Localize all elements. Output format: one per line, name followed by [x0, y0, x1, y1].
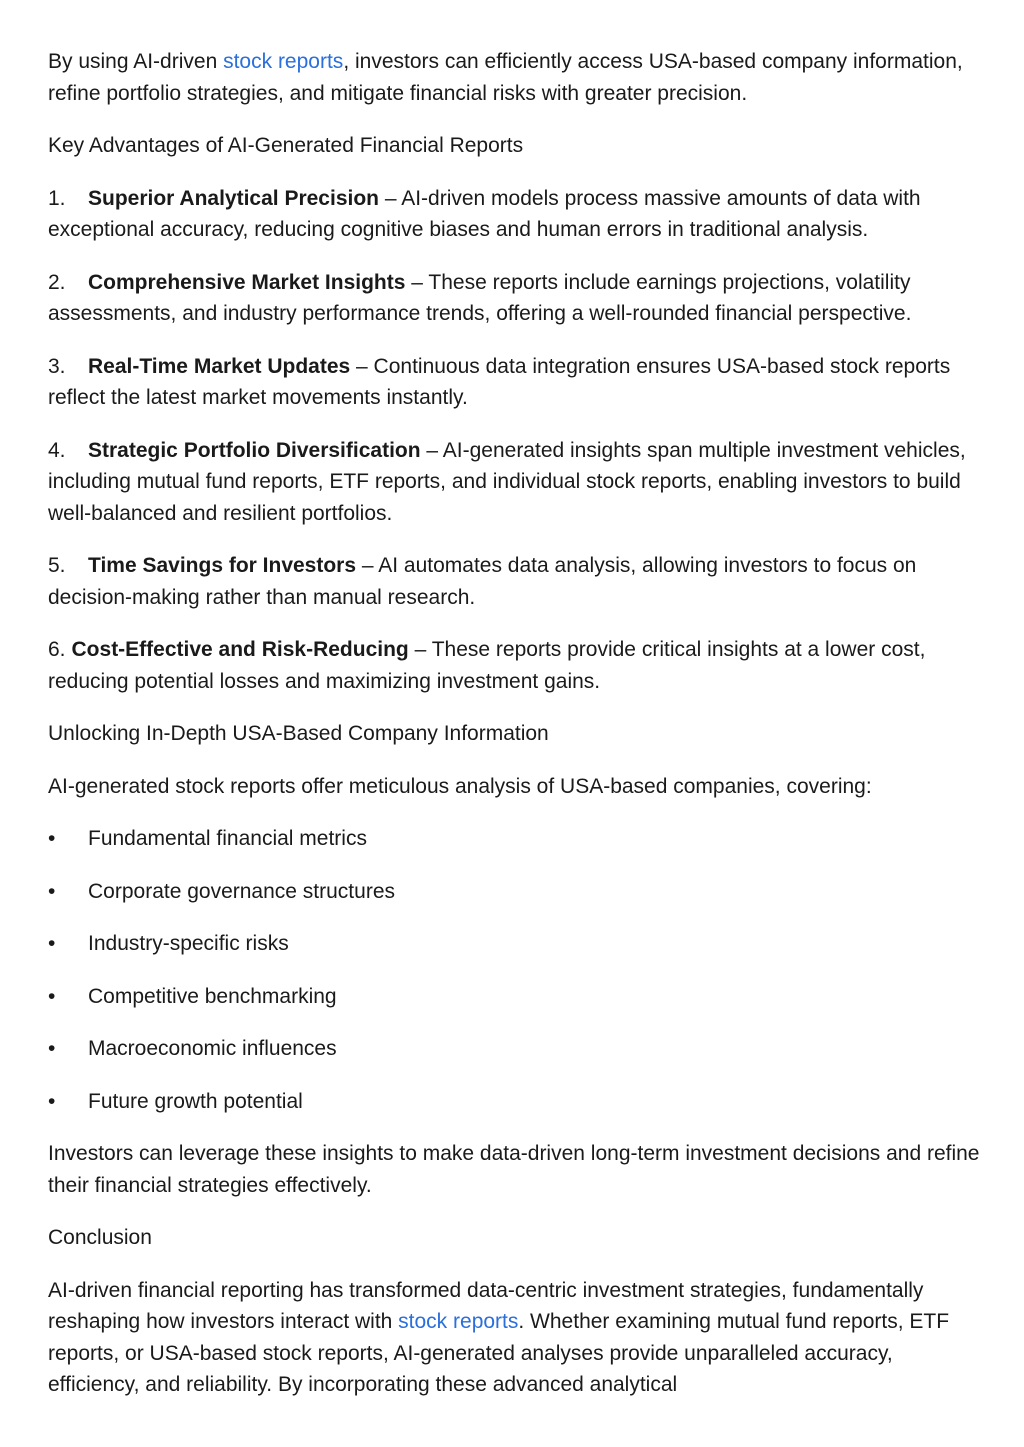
- item-number: 6.: [48, 638, 66, 661]
- coverage-list: [48, 823, 988, 1117]
- intro-text-pre: By using AI-driven: [48, 50, 224, 73]
- item-number: 1.: [48, 186, 66, 210]
- list-item: [48, 1033, 988, 1065]
- item-text: – Continuous data integration ensures USA-based stock reports reflect the latest market movements instantly.: [48, 354, 951, 409]
- advantage-item: [48, 183, 988, 246]
- list-item: [48, 1086, 988, 1118]
- list-item-text: Fundamental financial metrics: [88, 827, 367, 850]
- advantage-item: [48, 550, 988, 613]
- intro-paragraph: [48, 46, 988, 109]
- bullet-icon: •: [48, 1037, 56, 1060]
- list-item: [48, 981, 988, 1013]
- advantage-item: [48, 351, 988, 414]
- list-item-text: Macroeconomic influences: [88, 1037, 337, 1060]
- list-item-text: Corporate governance structures: [88, 879, 395, 903]
- item-title: Superior Analytical Precision: [88, 186, 379, 210]
- bullet-icon: •: [48, 984, 56, 1008]
- advantages-heading: Key Advantages of AI-Generated Financial Reports: [48, 134, 524, 157]
- item-title: Time Savings for Investors: [88, 554, 357, 577]
- stock-reports-link[interactable]: stock reports: [398, 1310, 519, 1333]
- list-item-text: Industry-specific risks: [88, 932, 289, 955]
- advantage-item: [48, 634, 988, 697]
- stock-reports-link[interactable]: stock reports: [223, 50, 344, 73]
- bullet-icon: •: [48, 1089, 56, 1113]
- item-number: 2.: [48, 270, 66, 294]
- item-number: 4.: [48, 438, 66, 462]
- item-number: 3.: [48, 354, 66, 378]
- conclusion-text-pre: AI-driven financial reporting has transformed data-centric investment strategies, fundamentally reshaping how investors interact with: [48, 1278, 924, 1333]
- bullet-icon: •: [48, 827, 56, 850]
- list-item: [48, 823, 988, 855]
- item-title: Cost-Effective and Risk-Reducing: [71, 638, 409, 661]
- item-text: – AI-driven models process massive amounts of data with exceptional accuracy, reducing cognitive biases and human errors in traditional analysis.: [48, 186, 921, 241]
- conclusion-text-post: . Whether examining mutual fund reports, ETF reports, or USA-based stock reports, AI-generated analyses provide unparalleled accuracy, efficiency, and reliability. By incorporating these advanced analytical: [48, 1310, 950, 1396]
- advantage-item: [48, 267, 988, 330]
- item-text: – AI-generated insights span multiple investment vehicles, including mutual fund reports, ETF reports, and individual stock reports, enabling investors to build well-balanced and resilient portfolios.: [48, 438, 966, 525]
- advantage-item: [48, 435, 988, 530]
- item-text: – AI automates data analysis, allowing investors to focus on decision-making rather than manual research.: [48, 554, 917, 609]
- list-item-text: Competitive benchmarking: [88, 984, 337, 1008]
- item-text: – These reports include earnings projections, volatility assessments, and industry performance trends, offering a well-rounded financial perspective.: [48, 270, 912, 325]
- conclusion-heading: Conclusion: [48, 1226, 152, 1249]
- article-body: [48, 46, 988, 1422]
- company-info-outro: Investors can leverage these insights to make data-driven long-term investment decisions and refine their financial strategies effectively.: [48, 1142, 980, 1197]
- list-item: [48, 876, 988, 908]
- item-title: Strategic Portfolio Diversification: [88, 438, 421, 462]
- bullet-icon: •: [48, 932, 56, 955]
- item-title: Comprehensive Market Insights: [88, 270, 406, 294]
- item-text: – These reports provide critical insights at a lower cost, reducing potential losses and maximizing investment gains.: [48, 638, 926, 693]
- bullet-icon: •: [48, 879, 56, 903]
- list-item: [48, 928, 988, 960]
- intro-text-post: , investors can efficiently access USA-based company information, refine portfolio strategies, and mitigate financial risks with greater precision.: [48, 50, 963, 105]
- company-info-intro: AI-generated stock reports offer meticulous analysis of USA-based companies, covering:: [48, 774, 872, 798]
- company-info-heading: Unlocking In-Depth USA-Based Company Information: [48, 722, 549, 745]
- conclusion-paragraph: [48, 1275, 988, 1401]
- list-item-text: Future growth potential: [88, 1089, 303, 1113]
- item-number: 5.: [48, 554, 66, 577]
- item-title: Real-Time Market Updates: [88, 354, 351, 378]
